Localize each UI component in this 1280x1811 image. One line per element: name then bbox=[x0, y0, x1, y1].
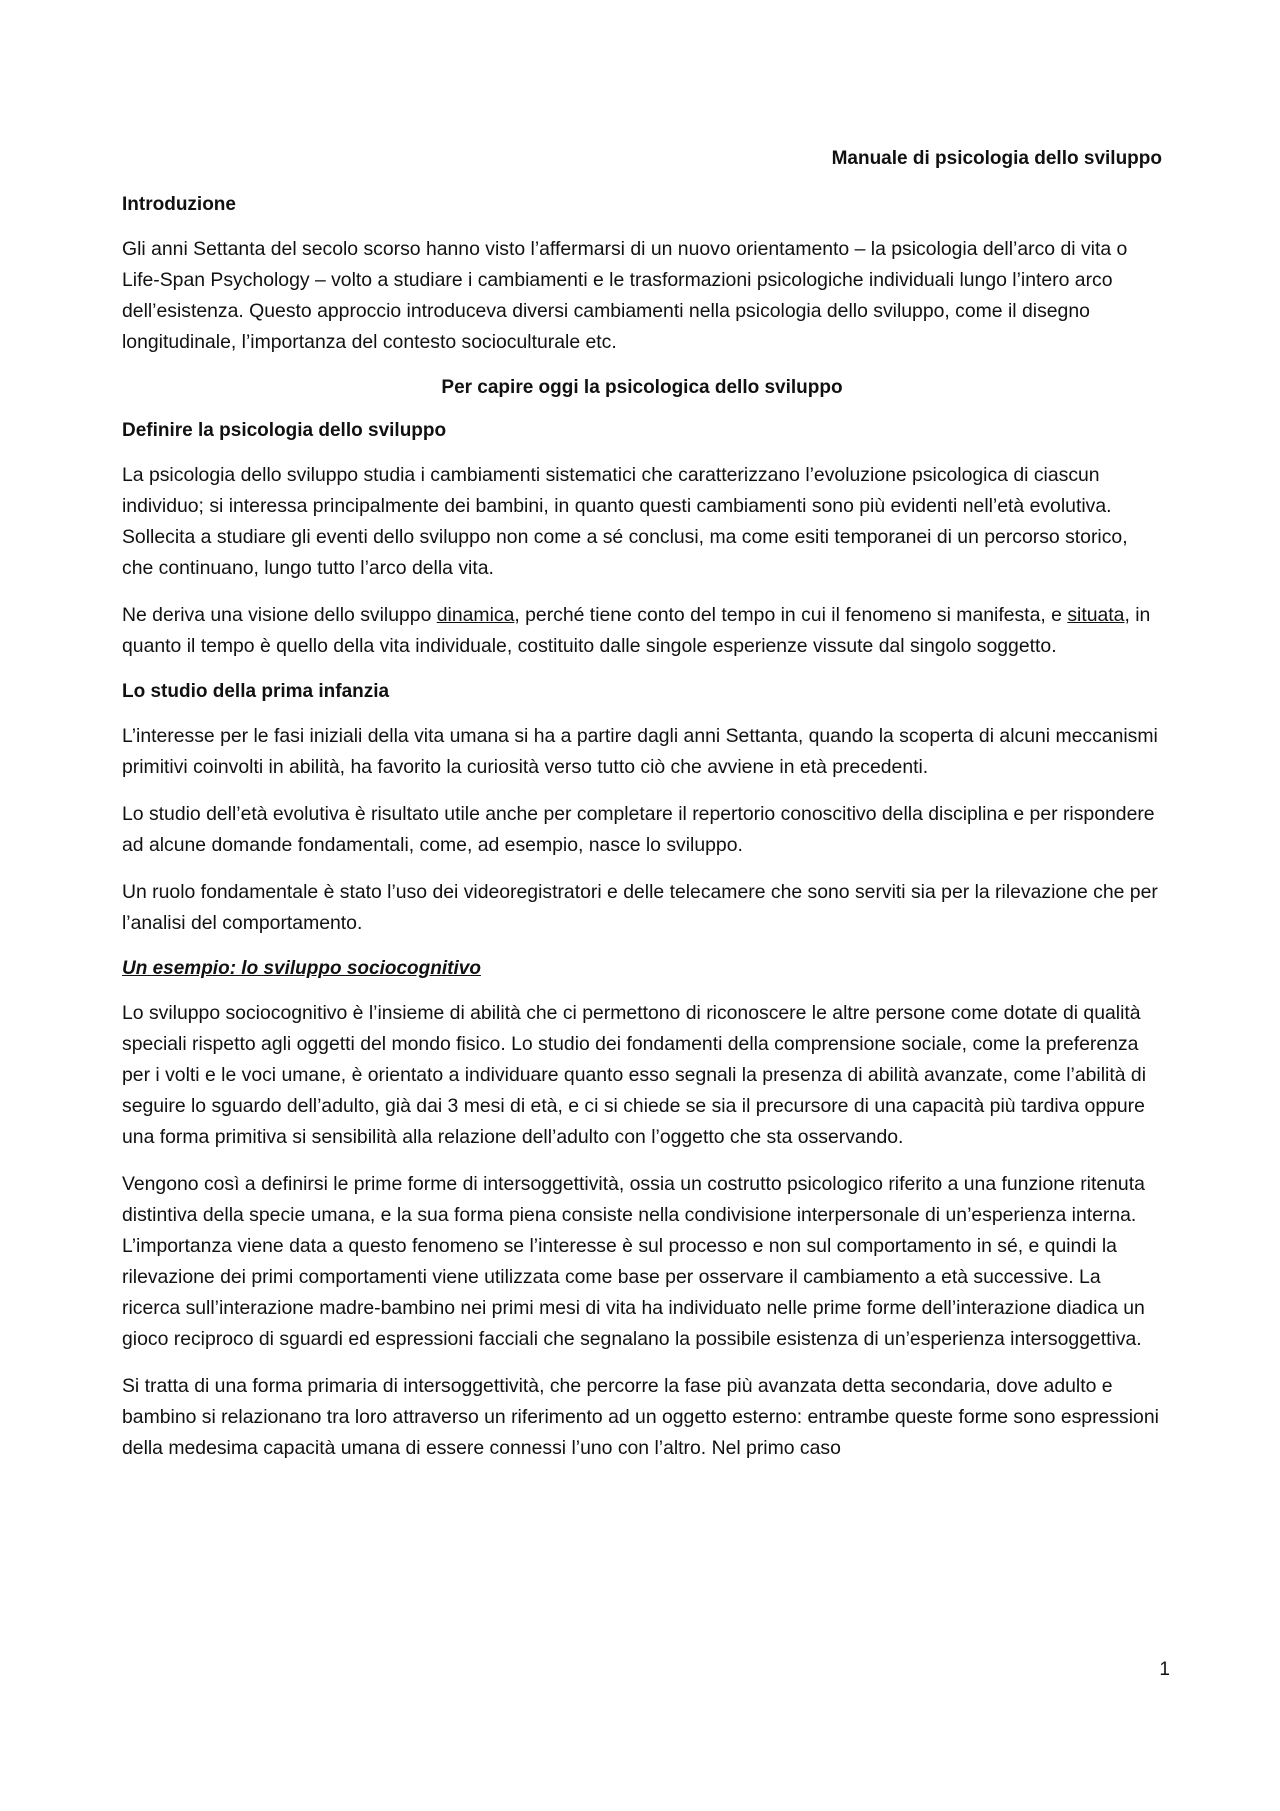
paragraph-esempio-3: Si tratta di una forma primaria di intersoggettività, che percorre la fase più avanzata detta secondaria, dove adulto e bambino si relazionano tra loro attraverso un riferimento ad un oggetto esterno: entrambe queste forme sono espressioni della medesima capacità umana di essere connessi l’uno con l’altro. Nel primo caso bbox=[122, 1375, 1159, 1459]
term-situata: situata bbox=[1067, 604, 1125, 626]
page-content bbox=[122, 145, 1162, 1480]
paragraph-esempio-1: Lo sviluppo sociocognitivo è l’insieme di abilità che ci permettono di riconoscere le altre persone come dotate di qualità speciali rispetto agli oggetti del mondo fisico. Lo studio dei fondamenti della comprensione sociale, come la preferenza per i volti e le voci umane, è orientato a individuare quanto esso segnali la presenza di abilità avanzate, come l’abilità di seguire lo sguardo dell’adulto, già dai 3 mesi di età, e ci si chiede se sia il precursore di una capacità più tardiva oppure una forma primitiva si sensibilità alla relazione dell’adulto con l’oggetto che sta osservando. bbox=[122, 1002, 1147, 1148]
paragraph-visione bbox=[122, 600, 1162, 662]
paragraph-infanzia-3: Un ruolo fondamentale è stato l’uso dei videoregistratori e delle telecamere che sono serviti sia per la rilevazione che per l’analisi del comportamento. bbox=[122, 881, 1158, 934]
heading-definire: Definire la psicologia dello sviluppo bbox=[122, 420, 447, 441]
visione-text-1: Ne deriva una visione dello sviluppo bbox=[122, 604, 437, 626]
visione-text-2: , perché tiene conto del tempo in cui il fenomeno si manifesta, e bbox=[514, 604, 1068, 626]
paragraph-infanzia-2: Lo studio dell’età evolutiva è risultato utile anche per completare il repertorio conoscitivo della disciplina e per rispondere ad alcune domande fondamentali, come, ad esempio, nasce lo sviluppo. bbox=[122, 803, 1155, 856]
heading-introduzione: Introduzione bbox=[122, 194, 236, 215]
paragraph-introduzione: Gli anni Settanta del secolo scorso hanno visto l’affermarsi di un nuovo orientamento – la psicologia dell’arco di vita o Life-Span Psychology – volto a studiare i cambiamenti e le trasformazioni psicologiche individuali lungo l’intero arco dell’esistenza. Questo approccio introduceva diversi cambiamenti nella psicologia dello sviluppo, come il disegno longitudinale, l’importanza del contesto socioculturale etc. bbox=[122, 238, 1128, 353]
section-heading: Per capire oggi la psicologica dello sviluppo bbox=[441, 377, 843, 398]
paragraph-esempio-2: Vengono così a definirsi le prime forme di intersoggettività, ossia un costrutto psicologico riferito a una funzione ritenuta distintiva della specie umana, e la sua forma piena consiste nella condivisione interpersonale di un’esperienza interna. L’importanza viene data a questo fenomeno se l’interesse è sul processo e non sul comportamento in sé, e quindi la rilevazione dei primi comportamenti viene utilizzata come base per osservare il cambiamento a età successive. La ricerca sull’interazione madre-bambino nei primi mesi di vita ha individuato nelle prime forme dell’interazione diadica un gioco reciproco di sguardi ed espressioni facciali che segnalano la possibile esistenza di un’esperienza intersoggettiva. bbox=[122, 1173, 1145, 1350]
heading-esempio: Un esempio: lo sviluppo sociocognitivo bbox=[122, 958, 481, 979]
paragraph-definire: La psicologia dello sviluppo studia i cambiamenti sistematici che caratterizzano l’evoluzione psicologica di ciascun individuo; si interessa principalmente dei bambini, in quanto questi cambiamenti sono più evidenti nell’età evolutiva. Sollecita a studiare gli eventi dello sviluppo non come a sé conclusi, ma come esiti temporanei di un percorso storico, che continuano, lungo tutto l’arco della vita. bbox=[122, 464, 1128, 579]
visione-text-3: , in quanto il tempo è quello della vita individuale, costituito dalle singole esperienze vissute dal singolo soggetto. bbox=[122, 604, 1151, 657]
paragraph-infanzia-1: L’interesse per le fasi iniziali della vita umana si ha a partire dagli anni Settanta, quando la scoperta di alcuni meccanismi primitivi coinvolti in abilità, ha favorito la curiosità verso tutto ciò che avviene in età precedenti. bbox=[122, 725, 1158, 778]
heading-prima-infanzia: Lo studio della prima infanzia bbox=[122, 681, 390, 702]
document-title: Manuale di psicologia dello sviluppo bbox=[831, 148, 1162, 169]
term-dinamica: dinamica bbox=[436, 604, 515, 626]
page-number: 1 bbox=[1159, 1659, 1170, 1680]
